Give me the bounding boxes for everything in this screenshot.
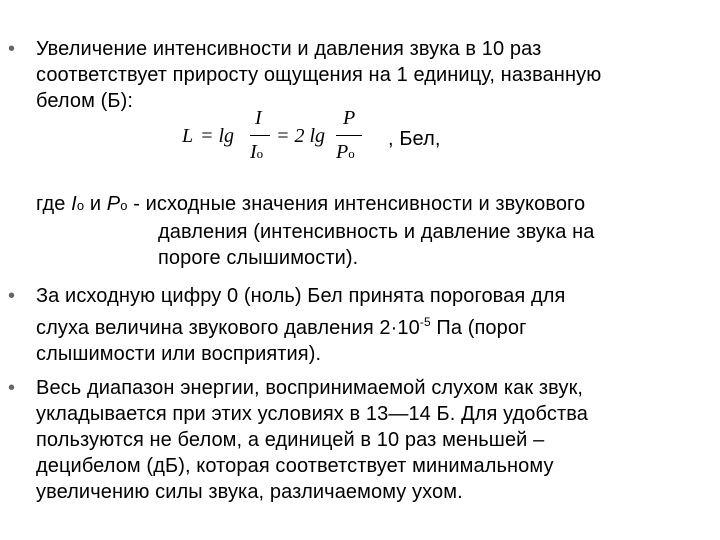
formula-denominator-I0: Iо [250, 141, 264, 163]
text-line: укладывается при этих условиях в 13—14 Б. Для удобства [36, 403, 588, 425]
fraction-bar [250, 135, 270, 136]
text-line: слуха величина звукового давления $2\cdot 10^{-5}$ Па (порог [36, 315, 527, 339]
paragraph-bel-definition [36, 36, 601, 114]
text-line: где Iо и Pо - исходные значения интенсивности и звукового [36, 193, 586, 215]
text-line: Увеличение интенсивности и давления звука в 10 раз [36, 38, 542, 60]
text-line: увеличению силы звука, различаемому ухом. [36, 481, 463, 503]
formula-eq-lg: = lg [200, 125, 235, 147]
formula-denominator-P0: Pо [336, 141, 355, 163]
formula-numerator-P: P [343, 107, 356, 129]
formula-L: L [182, 125, 194, 147]
text-line: децибелом (дБ), которая соответствует минимальному [36, 455, 554, 477]
paragraph-threshold [36, 283, 565, 367]
text-line: соответствует приросту ощущения на 1 единицу, названную [36, 64, 602, 86]
text-line: белом (Б): [36, 90, 134, 112]
bullet-marker: • [8, 38, 16, 60]
text-line: пользуются не белом, а единицей в 10 раз меньшей – [36, 429, 545, 451]
formula-eq-2lg: = 2 lg [276, 125, 326, 147]
text-line: пороге слышимости). [158, 247, 359, 269]
bullet-marker: • [8, 377, 16, 399]
text-line: За исходную цифру 0 (ноль) Бел принята пороговая для [36, 285, 566, 307]
formula-unit: , Бел, [388, 128, 441, 150]
text-line: Весь диапазон энергии, воспринимаемой слухом как звук, [36, 377, 584, 399]
text-line: слышимости или восприятия). [36, 343, 322, 365]
paragraph-decibel [36, 375, 588, 505]
text-line: давления (интенсивность и давление звука на [158, 221, 595, 243]
paragraph-where-clause [36, 191, 595, 271]
formula-numerator-I: I [255, 107, 262, 129]
fraction-bar [336, 135, 362, 136]
bullet-marker: • [8, 285, 16, 307]
bel-formula [182, 104, 382, 176]
